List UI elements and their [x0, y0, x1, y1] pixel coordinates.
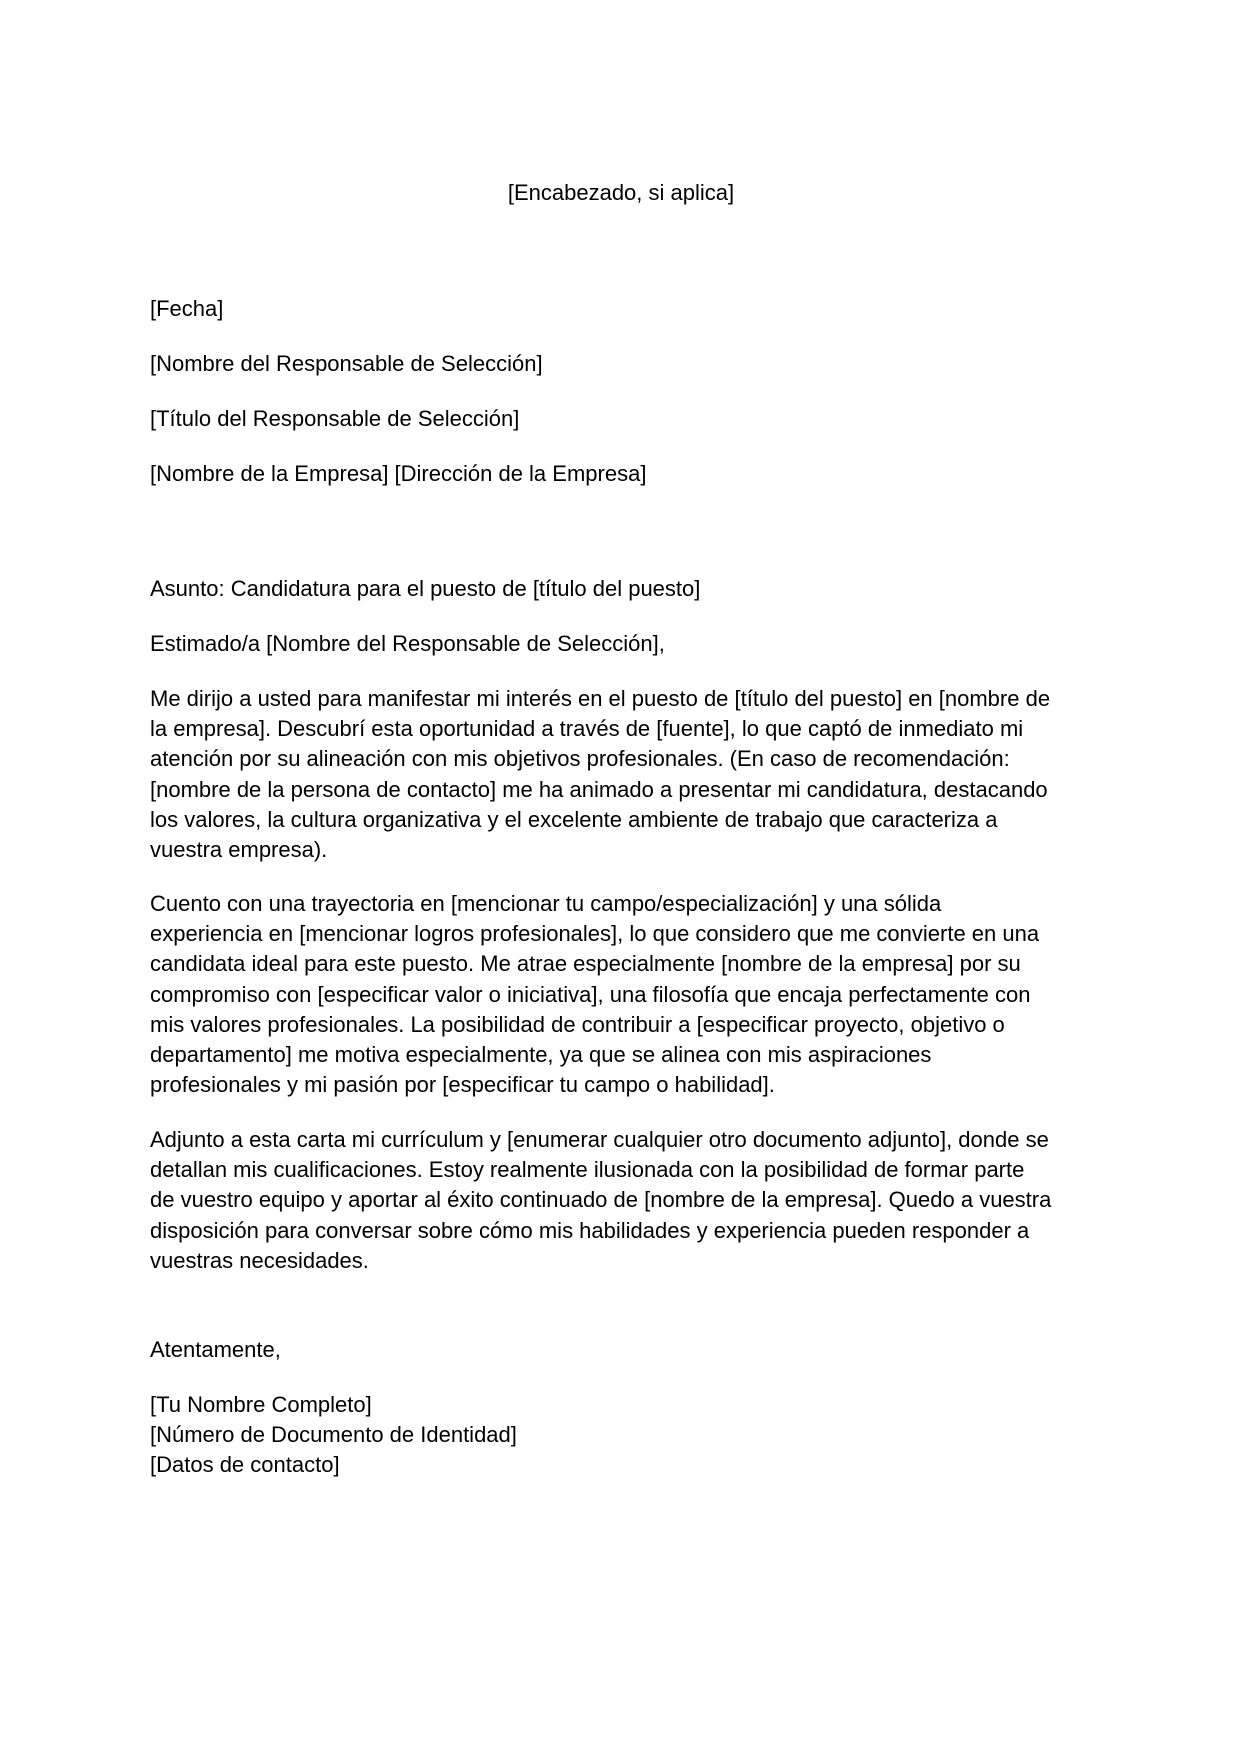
- paragraph-line: atención por su alineación con mis objetivos profesionales. (En caso de recomendación:: [150, 746, 1010, 772]
- paragraph-line: vuestra empresa).: [150, 837, 328, 863]
- paragraph-experience: [150, 889, 1090, 1100]
- paragraph-line: departamento] me motiva especialmente, ya que se alinea con mis aspiraciones: [150, 1042, 932, 1068]
- recipient-name: [Nombre del Responsable de Selección]: [150, 351, 543, 376]
- recipient-title: [Título del Responsable de Selección]: [150, 406, 520, 431]
- letter-salutation: Estimado/a [Nombre del Responsable de Selección],: [150, 631, 665, 656]
- paragraph-line: los valores, la cultura organizativa y el excelente ambiente de trabajo que caracteriza a: [150, 806, 998, 832]
- paragraph-line: disposición para conversar sobre cómo mis habilidades y experiencia pueden responder a: [150, 1217, 1030, 1243]
- paragraph-line: de vuestro equipo y aportar al éxito continuado de [nombre de la empresa]. Quedo a vuestra: [150, 1187, 1052, 1213]
- paragraph-line: compromiso con [especificar valor o iniciativa], una filosofía que encaja perfectamente con: [150, 981, 1031, 1007]
- letter-header: [Encabezado, si aplica]: [507, 180, 735, 205]
- paragraph-line: profesionales y mi pasión por [especificar tu campo o habilidad].: [150, 1072, 775, 1098]
- paragraph-line: Cuento con una trayectoria en [mencionar tu campo/especialización] y una sólida: [150, 891, 942, 916]
- company-address: [Nombre de la Empresa] [Dirección de la Empresa]: [150, 461, 647, 486]
- paragraph-line: Adjunto a esta carta mi currículum y [enumerar cualquier otro documento adjunto], donde se: [150, 1127, 1049, 1152]
- letter-date: [Fecha]: [150, 296, 224, 321]
- paragraph-line: Me dirijo a usted para manifestar mi interés en el puesto de [título del puesto] en [nombre de: [150, 686, 1051, 711]
- paragraph-line: vuestras necesidades.: [150, 1247, 369, 1273]
- paragraph-attachments: [150, 1125, 1090, 1276]
- paragraph-line: candidata ideal para este puesto. Me atrae especialmente [nombre de la empresa] por su: [150, 951, 1021, 977]
- signature-contact: [Datos de contacto]: [150, 1452, 340, 1477]
- signature-id: [Número de Documento de Identidad]: [150, 1422, 517, 1447]
- paragraph-line: detallan mis cualificaciones. Estoy realmente ilusionada con la posibilidad de formar parte: [150, 1157, 1025, 1183]
- paragraph-line: [nombre de la persona de contacto] me ha animado a presentar mi candidatura, destacando: [150, 776, 1048, 802]
- paragraph-line: experiencia en [mencionar logros profesionales], lo que considero que me convierte en una: [150, 921, 1040, 947]
- letter-subject: Asunto: Candidatura para el puesto de [título del puesto]: [150, 576, 701, 601]
- paragraph-intro: [150, 684, 1090, 865]
- paragraph-line: mis valores profesionales. La posibilidad de contribuir a [especificar proyecto, objetivo o: [150, 1011, 1005, 1037]
- letter-closing: Atentamente,: [150, 1337, 281, 1362]
- paragraph-line: la empresa]. Descubrí esta oportunidad a través de [fuente], lo que captó de inmediato mi: [150, 716, 1024, 742]
- signature-name: [Tu Nombre Completo]: [150, 1392, 372, 1417]
